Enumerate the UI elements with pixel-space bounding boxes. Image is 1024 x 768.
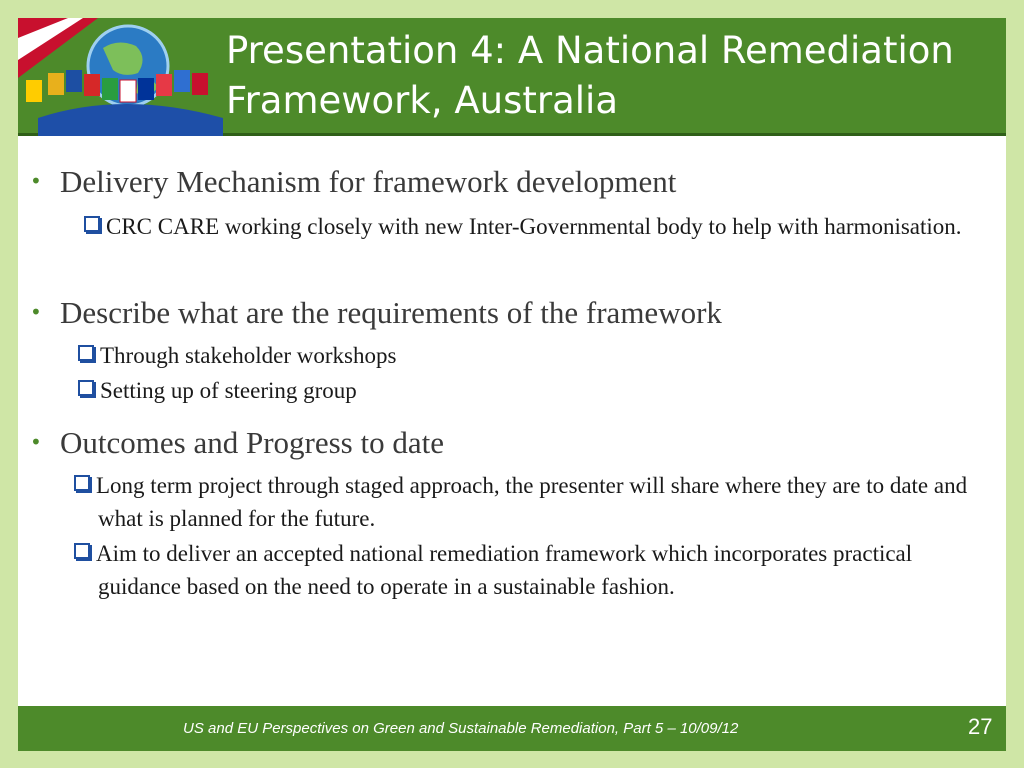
footer-text: US and EU Perspectives on Green and Sustainable Remediation, Part 5 – 10/09/12 bbox=[183, 720, 739, 737]
page-number: 27 bbox=[968, 714, 993, 739]
slide-title: Presentation 4: A National Remediation Framework, Australia bbox=[226, 29, 954, 122]
hollow-square-bullet-icon bbox=[74, 543, 90, 559]
dot-bullet-icon: • bbox=[30, 169, 42, 193]
sub-bullet-text: Aim to deliver an accepted national remediation framework which incorporates practical guidance based on the need to operate in a sustainable fashion. bbox=[96, 541, 913, 599]
sub-bullet-item bbox=[84, 210, 984, 243]
bullet-item bbox=[30, 424, 444, 461]
sub-bullet-item bbox=[74, 469, 998, 535]
hollow-square-bullet-icon bbox=[84, 216, 100, 232]
slide bbox=[18, 18, 1006, 751]
footer-bar bbox=[18, 706, 1006, 751]
bullet-text: Outcomes and Progress to date bbox=[60, 425, 444, 460]
bullet-item bbox=[30, 163, 676, 200]
hollow-square-bullet-icon bbox=[78, 345, 94, 361]
bullet-text: Describe what are the requirements of the framework bbox=[60, 295, 722, 330]
bullet-text: Delivery Mechanism for framework development bbox=[60, 164, 677, 199]
sub-bullet-text: Through stakeholder workshops bbox=[100, 343, 397, 368]
dot-bullet-icon: • bbox=[30, 430, 42, 454]
sub-bullet-item bbox=[78, 339, 978, 372]
hollow-square-bullet-icon bbox=[78, 380, 94, 396]
title-bar bbox=[18, 18, 1006, 136]
sub-bullet-text: Setting up of steering group bbox=[100, 378, 357, 403]
sub-bullet-text: Long term project through staged approach, the presenter will share where they are to date and what is planned for the future. bbox=[96, 473, 968, 531]
bullet-item bbox=[30, 294, 722, 331]
hollow-square-bullet-icon bbox=[74, 475, 90, 491]
sub-bullet-item bbox=[78, 374, 978, 407]
sub-bullet-item bbox=[74, 537, 998, 603]
sub-bullet-text: CRC CARE working closely with new Inter-Governmental body to help with harmonisation. bbox=[106, 214, 962, 239]
globe-flags-logo-icon bbox=[18, 18, 228, 136]
dot-bullet-icon: • bbox=[30, 300, 42, 324]
